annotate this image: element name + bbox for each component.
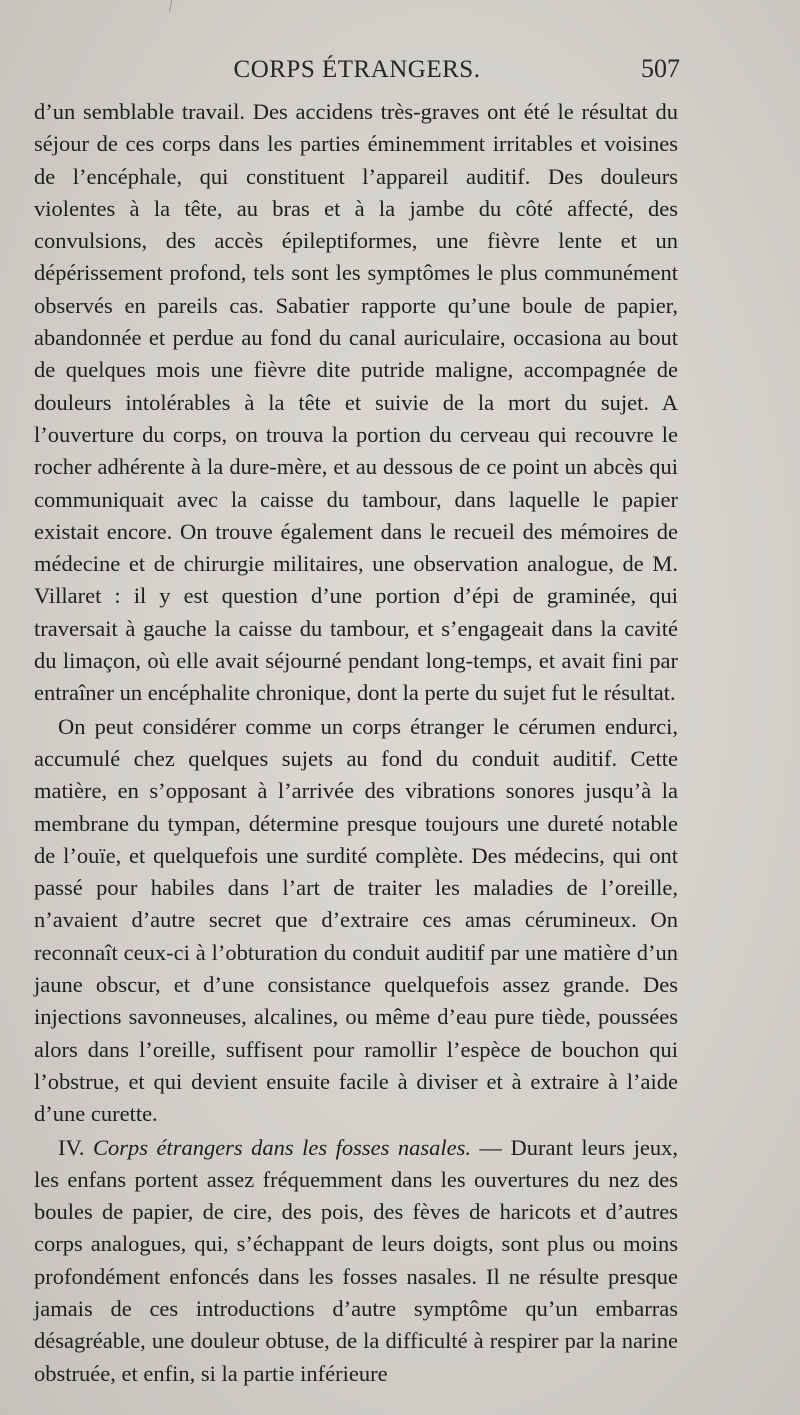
paragraph-1: d’un semblable travail. Des accidens très-graves ont été le résultat du séjour de ces corps dans les parties éminemment irritables et voisines de l’encéphale, qui constituent l’appareil auditif. Des douleurs violentes à la tête, au bras et à la jambe du côté affecté, des convulsions, des accès épileptiformes, une fièvre lente et un dépérissement profond, tels sont les symptômes le plus communément observés en pareils cas. Sabatier rapporte qu’une boule de papier, abandonnée et perdue au fond du canal auriculaire, occasiona au bout de quelques mois une fièvre dite putride maligne, accompagnée de douleurs intolérables à la tête et suivie de la mort du sujet. A l’ouverture du corps, on trouva la portion du cerveau qui recouvre le rocher adhérente à la dure-mère, et au dessous de ce point un abcès qui communiquait avec la caisse du tambour, dans laquelle le papier existait encore. On trouve également dans le recueil des mémoires de médecine et de chirurgie militaires, une observation analogue, de M. Villaret : il y est question d’une portion d’épi de graminée, qui traversait à gauche la caisse du tambour, et s’engageait dans la cavité du limaçon, où elle avait séjourné pendant long-temps, et avait fini par entraîner un encéphalite chronique, dont la perte du sujet fut le résultat. [34, 99, 678, 706]
paragraph-2: On peut considérer comme un corps étranger le cérumen endurci, accumulé chez quelques sujets au fond du conduit auditif. Cette matière, en s’opposant à l’arrivée des vibrations sonores jusqu’à la membrane du tympan, détermine presque toujours une dureté notable de l’ouïe, et quelquefois une surdité complète. Des médecins, qui ont passé pour habiles dans l’art de traiter les maladies de l’oreille, n’avaient d’autre secret que d’extraire ces amas cérumineux. On reconnaît ceux-ci à l’obturation du conduit auditif par une matière d’un jaune obscur, et d’une consistance quelquefois assez grande. Des injections savonneuses, alcalines, ou même d’eau pure tiède, poussées alors dans l’oreille, suffisent pour ramollir l’espèce de bouchon qui l’obstrue, et qui devient ensuite facile à diviser et à extraire à l’aide d’une curette. [34, 713, 678, 1127]
section-text: — Durant leurs jeux, les enfans portent assez fréquemment dans les ouvertures du nez des boules de papier, de cire, des pois, des fèves de haricots et d’autres corps analogues, qui, s’échappant de leurs doigts, sont plus ou moins profondément enfoncés dans les fosses nasales. Il ne résulte presque jamais de ces introductions d’autre symptôme qu’un embarras désagréable, une douleur obtuse, de la difficulté à respirer par la narine obstruée, et enfin, si la partie inférieure [34, 1134, 678, 1386]
page-number: 507 [641, 54, 680, 83]
section-heading: Corps étrangers dans les fosses nasales. [92, 1134, 471, 1160]
running-title: CORPS ÉTRANGERS. [233, 56, 481, 83]
body-text [34, 96, 678, 1390]
paragraph-3 [34, 1132, 678, 1390]
section-number: IV. [58, 1134, 85, 1160]
page-header [34, 54, 680, 94]
margin-mark [169, 0, 172, 12]
